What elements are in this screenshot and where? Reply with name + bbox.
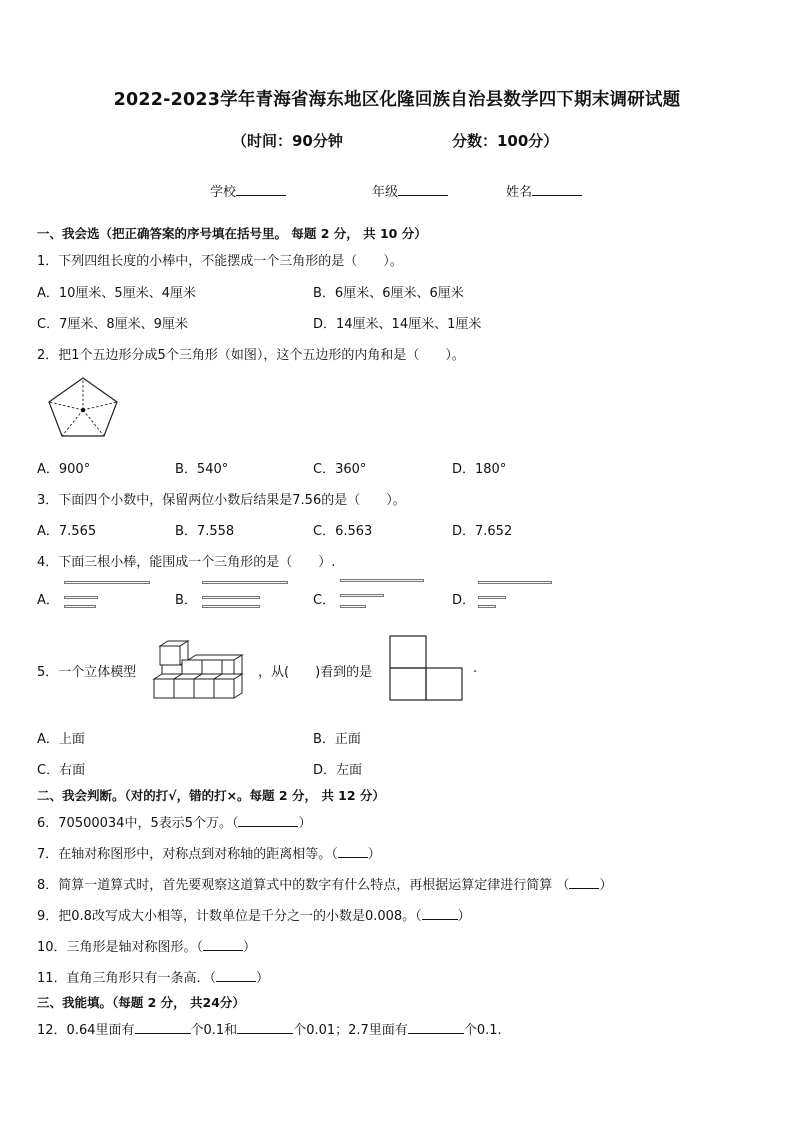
q4-d-stick-medium bbox=[478, 596, 506, 599]
q4-option-c: C． bbox=[313, 593, 336, 608]
q1-text: 1．下列四组长度的小棒中，不能摆成一个三角形的是（ ）。 bbox=[37, 254, 403, 269]
name-field bbox=[506, 181, 582, 200]
q12-blank-1[interactable] bbox=[135, 1021, 191, 1034]
school-blank bbox=[236, 183, 286, 196]
q3-option-d: D．7.652 bbox=[452, 524, 513, 539]
q8-answer-blank[interactable] bbox=[569, 876, 599, 889]
name-label: 姓名 bbox=[506, 185, 533, 200]
exam-score: 分数：100分） bbox=[452, 132, 559, 150]
q7-body: 7．在轴对称图形中，对称点到对称轴的距离相等。（ bbox=[37, 847, 338, 862]
q4-b-stick-long bbox=[202, 581, 288, 584]
q2-option-b: B．540° bbox=[175, 462, 229, 477]
q10-text bbox=[37, 936, 256, 955]
q9-answer-blank[interactable] bbox=[422, 907, 458, 920]
section3-heading: 三、我能填。（每题 2 分， 共24分） bbox=[37, 995, 245, 1010]
q12-part-b: 个0.1和 bbox=[190, 1023, 238, 1038]
q7-answer-blank[interactable] bbox=[338, 845, 368, 858]
q10-body: 10．三角形是轴对称图形。（ bbox=[37, 940, 204, 955]
q10-close: ） bbox=[243, 940, 257, 955]
q4-b-stick-medium bbox=[202, 596, 260, 599]
q7-text bbox=[37, 843, 381, 862]
q1-option-a: A．10厘米、5厘米、4厘米 bbox=[37, 286, 196, 301]
q4-a-stick-medium bbox=[64, 596, 98, 599]
pentagon-figure bbox=[46, 376, 120, 438]
q4-a-stick-long bbox=[64, 581, 150, 584]
q5-text-pre: 5．一个立体模型 bbox=[37, 665, 137, 680]
section2-heading: 二、我会判断。（对的打√，错的打×。每题 2 分， 共 12 分） bbox=[37, 788, 385, 803]
q6-body: 6．70500034中，5表示5个万。（ bbox=[37, 816, 239, 831]
name-blank bbox=[532, 183, 582, 196]
grade-field bbox=[372, 181, 448, 200]
q4-c-stick-short bbox=[340, 605, 366, 608]
q11-answer-blank[interactable] bbox=[216, 969, 256, 982]
q3-option-a: A．7.565 bbox=[37, 524, 97, 539]
q1-option-d: D．14厘米、14厘米、1厘米 bbox=[313, 317, 482, 332]
cube-model-figure bbox=[152, 641, 244, 703]
q4-a-stick-short bbox=[64, 605, 96, 608]
q5-option-a: A．上面 bbox=[37, 732, 85, 747]
q12-part-d: 个0.1. bbox=[463, 1023, 502, 1038]
q5-option-b: B．正面 bbox=[313, 732, 361, 747]
q3-option-c: C．6.563 bbox=[313, 524, 373, 539]
school-label: 学校 bbox=[210, 185, 237, 200]
q1-option-b: B．6厘米、6厘米、6厘米 bbox=[313, 286, 464, 301]
q5-option-c: C．右面 bbox=[37, 763, 86, 778]
q8-close: ） bbox=[599, 878, 613, 893]
q12-blank-3[interactable] bbox=[408, 1021, 464, 1034]
q4-d-stick-short bbox=[478, 605, 496, 608]
q4-text: 4．下面三根小棒，能围成一个三角形的是（ ）. bbox=[37, 555, 336, 570]
grade-label: 年级 bbox=[372, 185, 399, 200]
q8-body: 8．简算一道算式时，首先要观察这道算式中的数字有什么特点，再根据运算定律进行简算 （ bbox=[37, 878, 570, 893]
q10-answer-blank[interactable] bbox=[203, 938, 243, 951]
q9-text bbox=[37, 905, 471, 924]
q1-option-c: C．7厘米、8厘米、9厘米 bbox=[37, 317, 188, 332]
q4-c-stick-long bbox=[340, 579, 424, 582]
exam-time: （时间：90分钟 bbox=[232, 132, 343, 150]
q6-close: ） bbox=[298, 816, 312, 831]
q2-text: 2．把1个五边形分成5个三角形（如图），这个五边形的内角和是（ ）。 bbox=[37, 348, 465, 363]
q4-option-a: A． bbox=[37, 593, 59, 608]
q4-d-stick-long bbox=[478, 581, 552, 584]
q2-option-a: A．900° bbox=[37, 462, 91, 477]
q12-blank-2[interactable] bbox=[237, 1021, 293, 1034]
q12-part-c: 个0.01；2.7里面有 bbox=[293, 1023, 408, 1038]
q4-option-d: D． bbox=[452, 593, 476, 608]
q6-text bbox=[37, 812, 312, 831]
q11-body: 11．直角三角形只有一条高．（ bbox=[37, 971, 217, 986]
q12-part-a: 12．0.64里面有 bbox=[37, 1023, 135, 1038]
q2-option-c: C．360° bbox=[313, 462, 367, 477]
school-field bbox=[210, 181, 286, 200]
q8-text bbox=[37, 874, 612, 893]
view-shape-figure bbox=[389, 635, 463, 701]
q11-text bbox=[37, 967, 269, 986]
section1-heading: 一、我会选（把正确答案的序号填在括号里。 每题 2 分， 共 10 分） bbox=[37, 226, 427, 241]
q7-close: ） bbox=[367, 847, 381, 862]
q9-close: ） bbox=[457, 909, 471, 924]
q2-option-d: D．180° bbox=[452, 462, 507, 477]
q11-close: ） bbox=[256, 971, 270, 986]
q9-body: 9．把0.8改写成大小相等，计数单位是千分之一的小数是0.008。（ bbox=[37, 909, 422, 924]
q5-text-end: . bbox=[473, 661, 478, 676]
q5-text-mid: ，从( )看到的是 bbox=[258, 665, 373, 680]
q4-option-b: B． bbox=[175, 593, 197, 608]
q3-option-b: B．7.558 bbox=[175, 524, 235, 539]
q6-answer-blank[interactable] bbox=[238, 814, 298, 827]
exam-title: 2022-2023学年青海省海东地区化隆回族自治县数学四下期末调研试题 bbox=[113, 90, 681, 110]
grade-blank bbox=[398, 183, 448, 196]
q4-c-stick-medium bbox=[340, 594, 384, 597]
q12-text bbox=[37, 1019, 502, 1038]
q3-text: 3．下面四个小数中，保留两位小数后结果是7.56的是（ ）。 bbox=[37, 493, 406, 508]
q5-option-d: D．左面 bbox=[313, 763, 363, 778]
q4-b-stick-short bbox=[202, 605, 260, 608]
